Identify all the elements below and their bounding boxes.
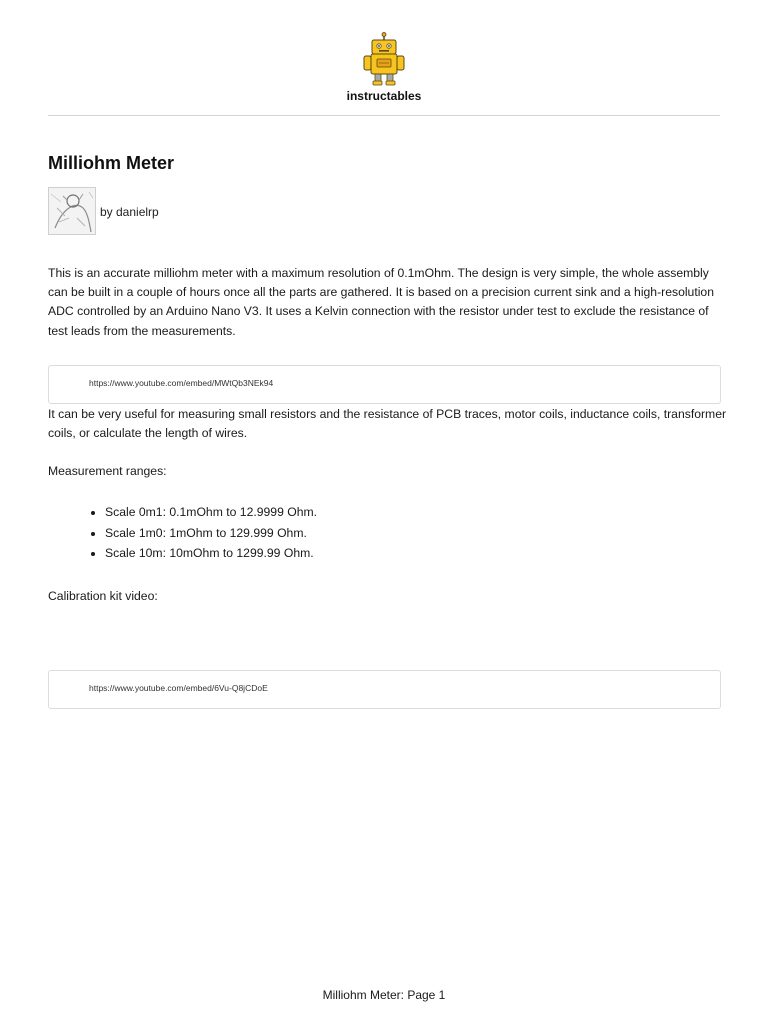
page-footer: Milliohm Meter: Page 1	[322, 988, 446, 1002]
intro-paragraph: This is an accurate milliohm meter with a maximum resolution of 0.1mOhm. The design is very simple, the whole assembly can be built in a couple of hours once all the parts are gathered. It is based on a precision current sink and a high-resolution ADC controlled by an Arduino Nano V3. It uses a Kelvin connection with the resistor under test to exclude the resistance of test leads from the measurements.	[48, 266, 714, 338]
video-embed-1[interactable]	[48, 365, 721, 404]
calibration-heading: Calibration kit video:	[48, 589, 158, 603]
list-item: • Scale 0m1: 0.1mOhm to 12.9999 Ohm.	[105, 502, 317, 523]
ranges-list	[72, 502, 317, 564]
uses-paragraph: It can be very useful for measuring small resistors and the resistance of PCB traces, motor coils, inductance coils, transformer coils, or calculate the length of wires.	[48, 407, 727, 441]
list-item: • Scale 1m0: 1mOhm to 129.999 Ohm.	[105, 523, 317, 544]
page-title: Milliohm Meter	[48, 153, 175, 173]
author-byline[interactable]: by danielrp	[100, 205, 159, 219]
author-avatar[interactable]	[48, 187, 96, 235]
video-embed-2[interactable]	[48, 670, 721, 709]
header-divider	[48, 115, 720, 116]
video-embed-url[interactable]: https://www.youtube.com/embed/6Vu-Q8jCDoE	[89, 683, 268, 693]
list-item: • Scale 10m: 10mOhm to 1299.99 Ohm.	[105, 543, 317, 564]
page-header	[0, 0, 768, 116]
ranges-heading: Measurement ranges:	[48, 464, 167, 478]
video-embed-url[interactable]: https://www.youtube.com/embed/MWtQb3NEk94	[89, 378, 274, 388]
brand-name[interactable]: instructables	[346, 89, 422, 103]
instructables-robot-logo-icon[interactable]	[360, 32, 408, 86]
